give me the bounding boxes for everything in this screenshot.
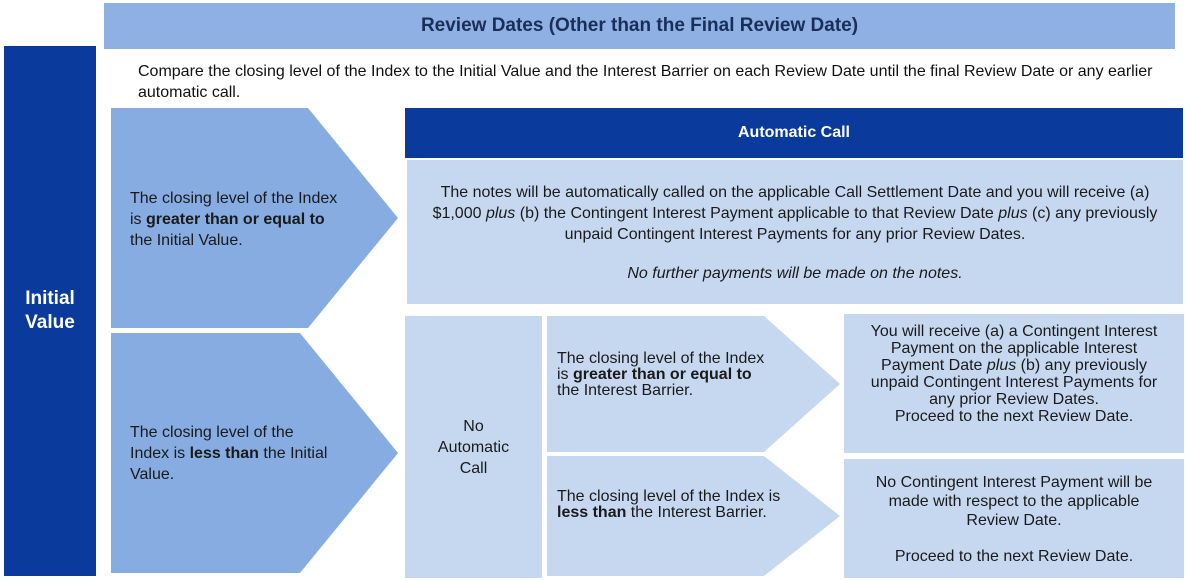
automatic-call-header — [405, 108, 1183, 158]
intro-text: Compare the closing level of the Index to the Initial Value and the Interest Barrier on each Review Date until the final Review Date or any earlier automatic call. — [138, 63, 1153, 101]
result-lower-proceed: Proceed to the next Review Date. — [894, 548, 1134, 565]
result-lower-box — [844, 459, 1184, 578]
result-upper-text: You will receive (a) a Contingent Interest Payment on the applicable Interest Payment Date plus (b) any previously unpaid Contingent Interest Payments for any prior Review Dates. — [870, 323, 1158, 408]
barrier-lower-text: The closing level of the Index is less than the Interest Barrier. — [557, 488, 781, 521]
result-lower-text: No Contingent Interest Payment will be made with respect to the applicable Review Date. — [875, 474, 1153, 529]
sidebar-line-2: Value — [25, 312, 75, 333]
result-upper-box — [844, 314, 1184, 453]
no-automatic-call-box: No Automatic Call — [405, 316, 542, 578]
automatic-call-body — [407, 160, 1183, 304]
result-upper-proceed: Proceed to the next Review Date. — [894, 408, 1134, 425]
automatic-call-description: The notes will be automatically called on the applicable Call Settlement Date and you will receive (a) $1,000 plus (b) the Contingent Interest Payment applicable to that Review Date plus (c) any previously unpaid Contingent Interest Payments for any prior Review Dates. — [432, 184, 1158, 243]
barrier-upper-text: The closing level of the Index is greater than or equal to the Interest Barrier. — [557, 350, 765, 399]
condition-lower-text: The closing level of the Index is less than the Initial Value. — [130, 424, 328, 483]
header-title: Review Dates (Other than the Final Review Date) — [420, 15, 859, 36]
condition-upper-text: The closing level of the Index is greater than or equal to the Initial Value. — [130, 190, 338, 249]
automatic-call-title: Automatic Call — [737, 124, 850, 141]
sidebar-line-1: Initial — [25, 288, 75, 309]
automatic-call-note: No further payments will be made on the notes. — [627, 265, 963, 282]
